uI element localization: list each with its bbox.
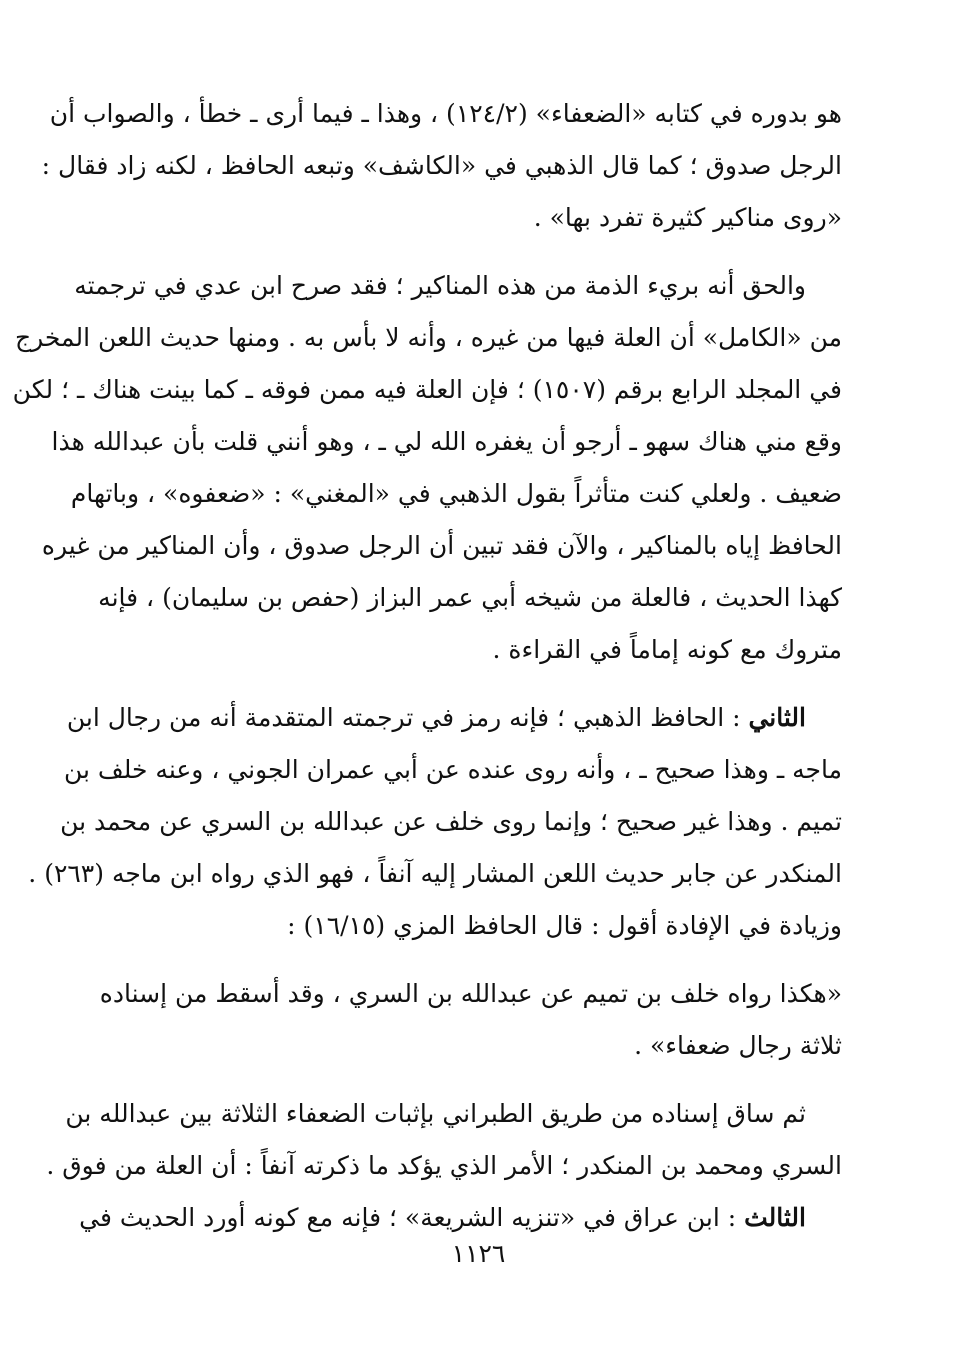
paragraph-gap	[100, 952, 842, 968]
paragraph-gap	[100, 676, 842, 692]
text-line: ثلاثة رجال ضعفاء» .	[634, 1031, 842, 1060]
page-number: ١١٢٦	[451, 1239, 506, 1268]
text-line: تميم . وهذا غير صحيح ؛ وإنما روى خلف عن عبدالله بن السري عن محمد بن	[60, 807, 842, 836]
text-line: ضعيف . ولعلي كنت متأثراً بقول الذهبي في «المغني» : «ضعفوه» ، وباتهام	[70, 479, 842, 508]
text-line: ثم ساق إسناده من طريق الطبراني بإثبات الضعفاء الثلاثة بين عبدالله بن	[65, 1099, 806, 1128]
text-line: الرجل صدوق ؛ كما قال الذهبي في «الكاشف» وتبعه الحافظ ، لكنه زاد فقال :	[41, 151, 842, 180]
paragraph	[46, 1088, 842, 1192]
text-line: الحافظ إياه بالمناكير ، والآن فقد تبين أن الرجل صدوق ، وأن المناكير من غيره	[41, 531, 842, 560]
text-line: وزيادة في الإفادة أقول : قال الحافظ المزي (١٦/١٥) :	[287, 911, 842, 940]
paragraph-gap	[100, 1072, 842, 1088]
paragraph-gap	[100, 244, 842, 260]
section-lead: الثالث	[744, 1203, 806, 1232]
section-lead: الثاني	[748, 703, 806, 732]
paragraph	[12, 260, 842, 676]
text-line: «هكذا رواه خلف بن تميم عن عبدالله بن السري ، وقد أسقط من إسناده	[99, 979, 842, 1008]
text-line: كهذا الحديث ، فالعلة من شيخه أبي عمر البزاز (حفص بن سليمان) ، فإنه	[98, 583, 842, 612]
text-line	[66, 692, 842, 744]
text-line: السري ومحمد بن المنكدر ؛ الأمر الذي يؤكد ما ذكرته آنفاً : أن العلة من فوق .	[46, 1151, 842, 1180]
text-span: : الحافظ الذهبي ؛ فإنه رمز في ترجمته المتقدمة أنه من رجال ابن	[66, 703, 749, 732]
text-line: وقع مني هناك سهو ـ أرجو أن يغفره الله لي ـ ، وهو أنني قلت بأن عبدالله هذا	[51, 427, 842, 456]
text-span: : ابن عراق في «تنزيه الشريعة» ؛ فإنه مع كونه أورد الحديث في	[79, 1203, 745, 1232]
text-line: متروك مع كونه إماماً في القراءة .	[492, 635, 842, 664]
text-line: والحق أنه بريء الذمة من هذه المناكير ؛ فقد صرح ابن عدي في ترجمته	[74, 271, 806, 300]
text-line: المنكدر عن جابر حديث اللعن المشار إليه آنفاً ، فهو الذي رواه ابن ماجه (٢٦٣) .	[28, 859, 842, 888]
text-line: «روى مناكير كثيرة تفرد بها» .	[533, 203, 842, 232]
quote-paragraph	[100, 192, 842, 244]
page-body	[12, 88, 842, 1244]
quote-paragraph	[100, 968, 842, 1072]
paragraph	[28, 692, 842, 952]
text-line: من «الكامل» أن العلة فيها من غيره ، وأنه لا بأس به . ومنها حديث اللعن المخرج	[14, 323, 842, 352]
text-line: ماجه ـ وهذا صحيح ـ ، وأنه روى عنده عن أبي عمران الجوني ، وعنه خلف بن	[63, 755, 842, 784]
text-line: في المجلد الرابع برقم (١٥٠٧) ؛ فإن العلة فيه ممن فوقه ـ كما بينت هناك ـ ؛ لكن	[12, 375, 842, 404]
text-line: هو بدوره في كتابه «الضعفاء» (١٢٤/٢) ، وهذا ـ فيما أرى ـ خطأ ، والصواب أن	[49, 99, 842, 128]
paragraph	[41, 88, 842, 192]
